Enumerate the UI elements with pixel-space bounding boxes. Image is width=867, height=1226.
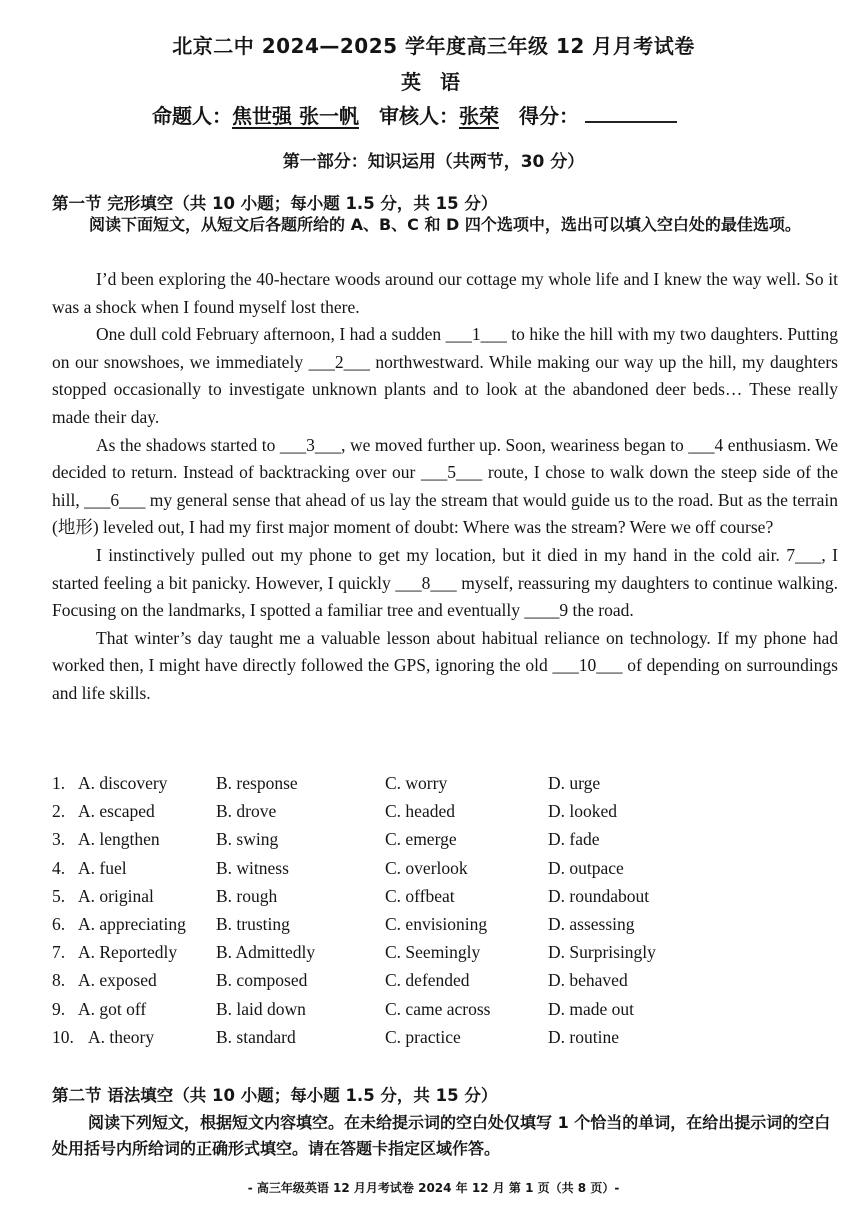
option-c: C. offbeat [385,885,455,906]
option-d: D. outpace [548,857,624,878]
option-c: C. Seemingly [385,942,481,963]
option-a: A. got off [78,998,147,1019]
subject-title: 英 语 [401,70,466,94]
option-row [52,773,812,801]
part1-title: 第一部分：知识运用（共两节，30 分） [282,152,585,172]
option-b: B. composed [216,970,308,991]
question-number: 8. [52,970,66,991]
question-number: 7. [52,942,66,963]
option-c: C. practice [385,1026,461,1047]
question-number: 3. [52,829,66,850]
option-c: C. emerge [385,829,457,850]
option-row [52,858,812,886]
option-d: D. looked [548,801,618,822]
options-list [52,773,812,1055]
option-b: B. rough [216,885,278,906]
option-row [52,942,812,970]
option-a: A. lengthen [78,829,160,850]
reviewer-name: 张荣 [458,104,499,128]
option-d: D. assessing [548,913,635,934]
section2-instruction: 阅读下列短文，根据短文内容填空。在未给提示词的空白处仅填写 1 个恰当的单词，在给出提示词的空白处用括号内所给词的正确形式填空。请在答题卡指定区域作答。 [52,1113,831,1158]
score-blank [585,107,677,123]
option-row [52,999,812,1027]
option-c: C. came across [385,998,491,1019]
section1-title: 第一节 完形填空（共 10 小题；每小题 1.5 分，共 15 分） [52,194,498,213]
option-d: D. routine [548,1026,619,1047]
option-row [52,970,812,998]
reviewer-label: 审核人： [378,104,459,128]
option-b: B. standard [216,1026,296,1047]
option-d: D. roundabout [548,885,650,906]
option-row [52,1027,812,1055]
option-d: D. fade [548,829,600,850]
option-c: C. envisioning [385,913,488,934]
option-row [52,914,812,942]
option-c: C. overlook [385,857,468,878]
passage-paragraph: One dull cold February afternoon, I had a sudden ___1___ to hike the hill with my two daughters. Putting on our snowshoes, we immediately ___2___ northwestward. While making our way up the hill, my daughters stopped occasionally to investigate unknown plants and to look at the abandoned deer beds… These really made their day. [52,324,838,427]
option-d: D. made out [548,998,635,1019]
option-a: A. Reportedly [78,942,178,963]
option-b: B. laid down [216,998,306,1019]
option-b: B. Admittedly [216,942,316,963]
exam-title: 北京二中 2024—2025 学年度高三年级 12 月月考试卷 [172,34,695,58]
option-c: C. worry [385,773,448,793]
question-number: 1. [52,773,66,793]
setter-names: 焦世强 张一帆 [232,104,359,128]
option-a: A. exposed [78,970,157,991]
option-a: A. appreciating [78,913,186,934]
option-a: A. theory [88,1026,155,1047]
option-c: C. defended [385,970,470,991]
option-a: A. discovery [78,773,168,793]
option-b: B. trusting [216,913,290,934]
question-number: 6. [52,913,66,934]
passage-paragraph: That winter’s day taught me a valuable lesson about habitual reliance on technology. If my phone had worked then, I might have directly followed the GPS, ignoring the old ___10___ of depending on surroundings and life skills. [52,627,838,703]
option-a: A. fuel [78,857,127,878]
option-b: B. witness [216,857,289,878]
passage-paragraph: I’d been exploring the 40-hectare woods around our cottage my whole life and I knew the way well. So it was a shock when I found myself lost there. [52,269,838,317]
option-d: D. urge [548,773,601,793]
section1-instruction: 阅读下面短文，从短文后各题所给的 A、B、C 和 D 四个选项中，选出可以填入空白处的最佳选项。 [89,215,801,234]
author-line [152,100,677,129]
option-row [52,886,812,914]
question-number: 10. [52,1026,74,1047]
section2-title: 第二节 语法填空（共 10 小题；每小题 1.5 分，共 15 分） [52,1086,498,1105]
passage-paragraph: As the shadows started to ___3___, we moved further up. Soon, weariness began to ___4 enthusiasm. We decided to return. Instead of backtracking over our ___5___ route, I chose to walk down the steep side of the hill, ___6___ my general sense that ahead of us lay the stream that would guide us to the road. But as the terrain (地形) leveled out, I had my first major moment of doubt: Where was the stream? Were we off course? [52,434,838,538]
option-a: A. escaped [78,801,155,822]
cloze-passage [52,266,838,708]
option-b: B. response [216,773,298,793]
option-d: D. Surprisingly [548,942,656,963]
option-b: B. drove [216,801,277,822]
page-footer: - 高三年级英语 12 月月考试卷 2024 年 12 月 第 1 页（共 8 页）- [247,1181,620,1195]
option-c: C. headed [385,801,455,822]
option-a: A. original [78,885,154,906]
option-b: B. swing [216,829,279,850]
setter-label: 命题人： [152,104,232,128]
option-row [52,801,812,829]
question-number: 4. [52,857,66,878]
question-number: 2. [52,801,66,822]
score-label: 得分： [518,104,579,128]
question-number: 9. [52,998,66,1019]
option-d: D. behaved [548,970,628,991]
passage-paragraph: I instinctively pulled out my phone to get my location, but it died in my hand in the cold air. 7___, I started feeling a bit panicky. However, I quickly ___8___ myself, reassuring my daughters to continue walking. Focusing on the landmarks, I spotted a familiar tree and eventually ____9 the road. [52,544,838,621]
question-number: 5. [52,885,66,906]
option-row [52,829,812,857]
